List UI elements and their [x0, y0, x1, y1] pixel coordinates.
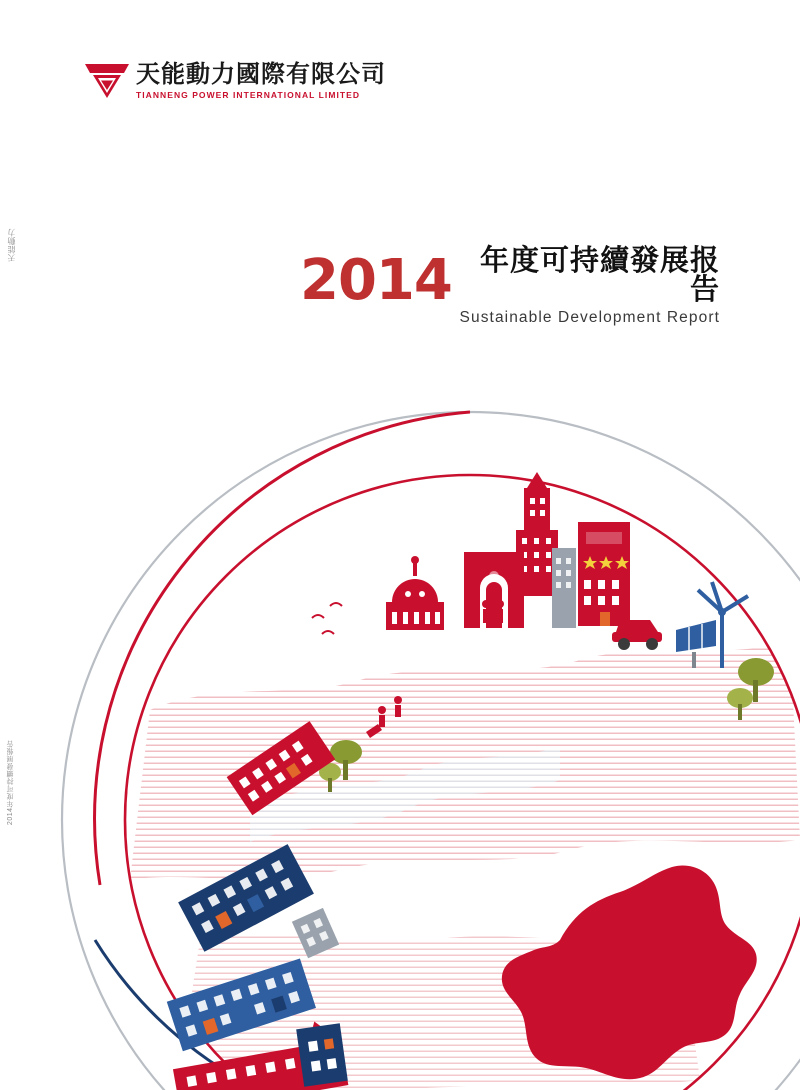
company-logo — [84, 62, 386, 100]
spine-text-bottom: 2014年度可持續發展報告 — [7, 740, 14, 826]
tianneng-logo-mark-icon — [84, 62, 130, 100]
company-name-en: TIANNENG POWER INTERNATIONAL LIMITED — [136, 90, 361, 101]
report-title-cn: 年度可持續發展报告 — [479, 243, 720, 306]
spine-text-top: 天能動力 — [7, 228, 16, 262]
company-name-cn: 天能動力國際有限公司 — [136, 60, 386, 88]
globe-city-skyline-illustration — [0, 380, 800, 1090]
report-title-en: Sustainable Development Report — [459, 309, 720, 326]
cover-title-block — [300, 243, 720, 327]
report-year: 2014 — [300, 248, 452, 314]
